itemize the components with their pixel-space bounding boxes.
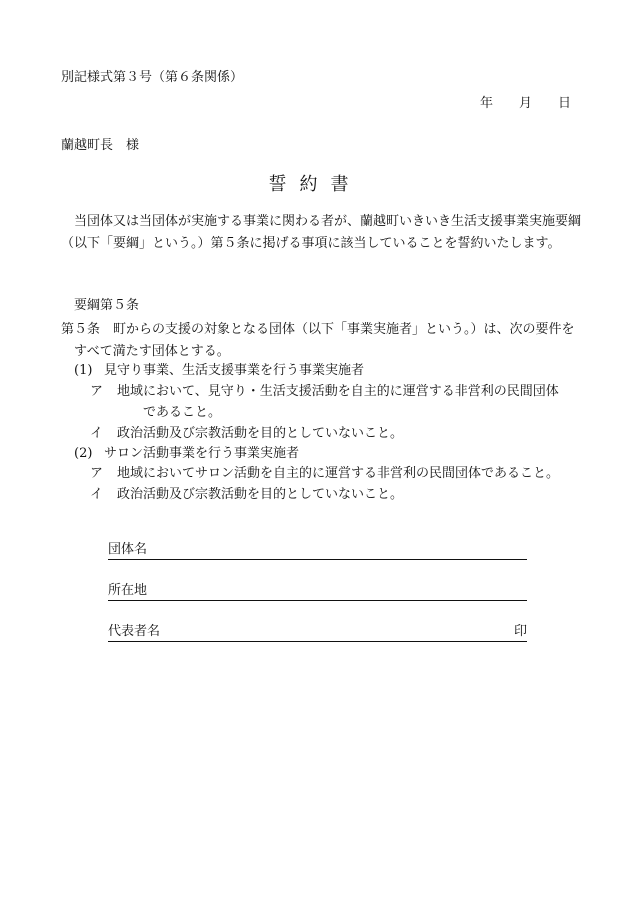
item-1-label: 見守り事業、生活支援事業を行う事業実施者 bbox=[104, 363, 365, 378]
org-name-field[interactable] bbox=[108, 541, 527, 560]
representative-field[interactable] bbox=[108, 623, 527, 642]
item-1a-text: 地域において、見守り・生活支援活動を自主的に運営する非営利の民間団体 bbox=[117, 384, 559, 399]
address-label: 所在地 bbox=[108, 583, 148, 598]
item-2a-text: 地域においてサロン活動を自主的に運営する非営利の民間団体であること。 bbox=[117, 466, 560, 481]
intro-paragraph: 当団体又は当団体が実施する事業に関わる者が、蘭越町いきいき生活支援事業実施要綱（以下「要綱」という。）第５条に掲げる事項に該当していることを誓約いたします。 bbox=[61, 214, 582, 251]
seal-mark: 印 bbox=[513, 624, 527, 639]
item-2b-mark: イ bbox=[90, 487, 104, 502]
representative-label: 代表者名 bbox=[108, 624, 161, 639]
item-2-number: (2) bbox=[74, 446, 93, 461]
item-1a-mark: ア bbox=[90, 384, 104, 399]
address-field[interactable] bbox=[108, 582, 527, 601]
form-number: 別記様式第３号（第６条関係） bbox=[61, 70, 244, 85]
item-2a-mark: ア bbox=[90, 466, 104, 481]
item-1-number: (1) bbox=[74, 363, 93, 378]
date-year: 年 bbox=[479, 96, 493, 111]
article-reference: 要綱第５条 bbox=[74, 298, 140, 313]
item-1b-text: 政治活動及び宗教活動を目的としていないこと。 bbox=[117, 426, 404, 441]
date-month: 月 bbox=[518, 96, 532, 111]
document-title: 誓約書 bbox=[268, 174, 362, 195]
item-2-label: サロン活動事業を行う事業実施者 bbox=[104, 446, 300, 461]
addressee: 蘭越町長 様 bbox=[61, 138, 140, 153]
date-line bbox=[480, 96, 571, 112]
item-1a-text-cont: であること。 bbox=[143, 405, 222, 420]
item-2b-text: 政治活動及び宗教活動を目的としていないこと。 bbox=[117, 487, 404, 502]
article-body: 第５条 町からの支援の対象となる団体（以下「事業実施者」という。）は、次の要件をすべて満たす団体とする。 bbox=[61, 322, 575, 359]
org-name-label: 団体名 bbox=[108, 542, 148, 557]
date-day: 日 bbox=[557, 96, 571, 111]
item-1b-mark: イ bbox=[90, 426, 104, 441]
